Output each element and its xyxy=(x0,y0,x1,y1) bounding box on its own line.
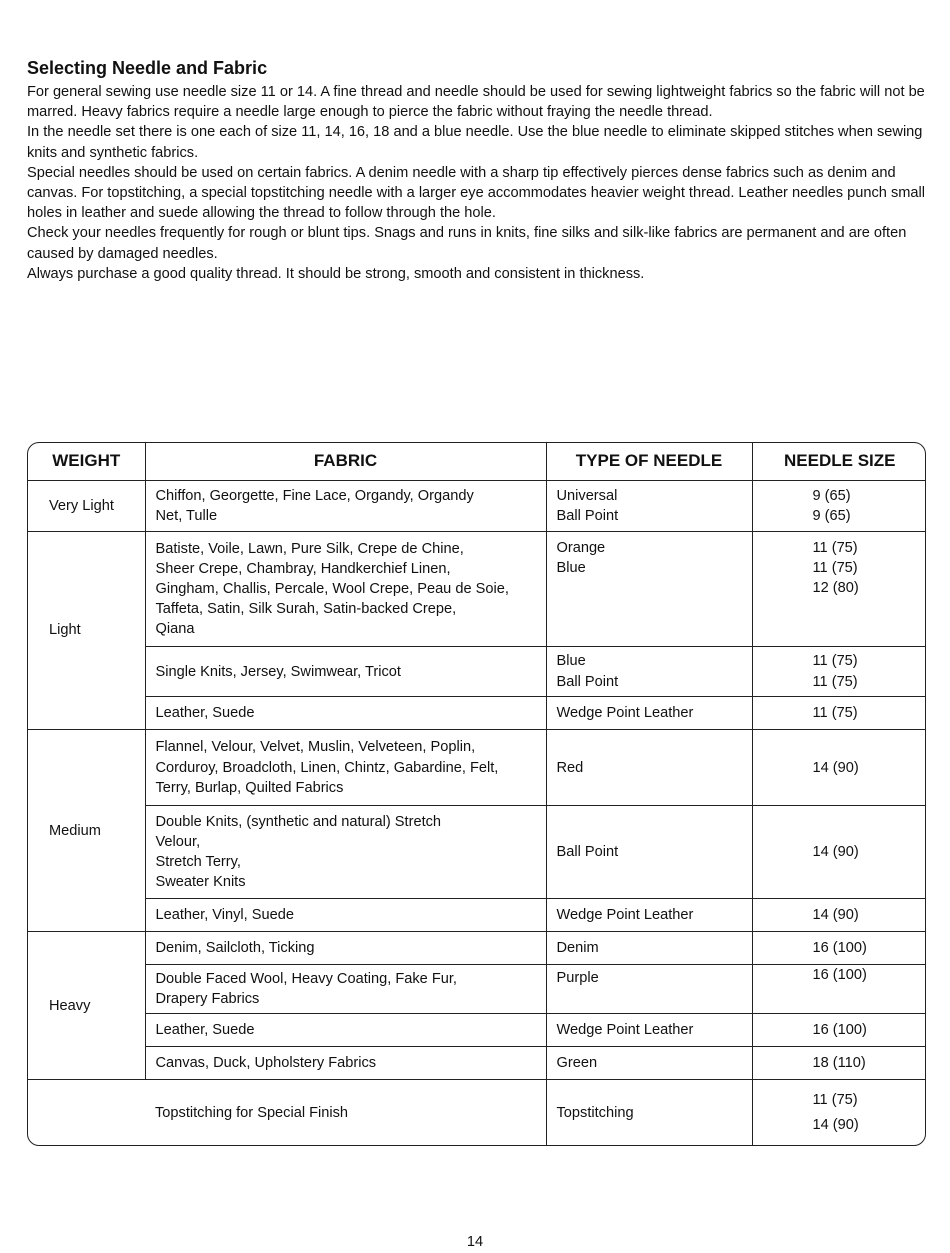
fabric-cell xyxy=(145,932,546,965)
needle-type: Ball Point xyxy=(556,673,619,690)
needle-size-cell xyxy=(752,481,926,532)
needle-size-cell xyxy=(752,532,926,647)
fabric-cell xyxy=(145,899,546,932)
needle-type-cell xyxy=(546,730,752,806)
fabric-line: Sweater Knits xyxy=(155,874,246,891)
needle-type-cell xyxy=(546,532,752,647)
fabric-line: Leather, Suede xyxy=(155,705,255,722)
table-row xyxy=(28,932,926,965)
table-row xyxy=(28,481,926,532)
fabric-cell xyxy=(145,965,546,1014)
needle-size: 11 (75) xyxy=(812,540,858,557)
needle-size: 18 (110) xyxy=(812,1055,866,1072)
needle-size: 14 (90) xyxy=(812,907,859,924)
needle-type-cell xyxy=(546,1047,752,1080)
section-heading: Selecting Needle and Fabric xyxy=(27,58,268,78)
fabric-line: Canvas, Duck, Upholstery Fabrics xyxy=(155,1055,377,1072)
needle-size-cell xyxy=(752,965,926,1014)
paragraph: Special needles should be used on certain fabrics. A denim needle with a sharp tip effectively pierces dense fabrics such as denim and canvas. For topstitching, a special topstitching needle with a larger eye accommodates heavier weight thread. Leather needles punch small holes in leather and suede allowing the thread to follow through the hole. xyxy=(27,164,926,222)
weight-cell: Light xyxy=(28,532,145,730)
fabric-cell xyxy=(145,806,546,899)
paragraph: In the needle set there is one each of size 11, 14, 16, 18 and a blue needle. Use the blue needle to eliminate skipped stitches when sewing knits and synthetic fabrics. xyxy=(27,124,923,161)
fabric-line: Qiana xyxy=(155,621,195,638)
table-row xyxy=(28,965,926,1014)
header-row xyxy=(28,443,926,481)
needle-type: Universal xyxy=(556,487,618,504)
fabric-line: Double Knits, (synthetic and natural) Stretch xyxy=(155,813,442,830)
fabric-line: Single Knits, Jersey, Swimwear, Tricot xyxy=(155,663,401,680)
needle-size-cell xyxy=(752,1080,926,1145)
weight-cell: Heavy xyxy=(28,932,145,1080)
needle-type-cell xyxy=(546,647,752,697)
needle-type: Wedge Point Leather xyxy=(556,705,694,722)
needle-size: 16 (100) xyxy=(812,967,867,984)
fabric-line: Stretch Terry, xyxy=(155,854,241,871)
needle-type-cell xyxy=(546,1080,752,1145)
fabric-line: Drapery Fabrics xyxy=(155,991,260,1008)
weight-cell: Very Light xyxy=(28,481,145,532)
fabric-cell xyxy=(145,647,546,697)
needle-size: 9 (65) xyxy=(812,508,851,525)
needle-size: 16 (100) xyxy=(812,940,867,957)
needle-type: Orange xyxy=(556,540,606,557)
needle-type: Wedge Point Leather xyxy=(556,1022,694,1039)
needle-size-cell xyxy=(752,1014,926,1047)
fabric-cell xyxy=(145,697,546,730)
needle-type: Red xyxy=(556,759,584,776)
needle-size-cell xyxy=(752,647,926,697)
fabric-cell xyxy=(145,481,546,532)
needle-size-cell xyxy=(752,730,926,806)
fabric-line: Denim, Sailcloth, Ticking xyxy=(155,940,315,957)
fabric-cell xyxy=(145,730,546,806)
weight-cell xyxy=(28,1080,145,1145)
needle-size-cell xyxy=(752,899,926,932)
fabric-cell xyxy=(145,1047,546,1080)
fabric-line: Double Faced Wool, Heavy Coating, Fake Fur, xyxy=(155,971,457,988)
needle-type: Blue xyxy=(556,560,586,577)
table-row xyxy=(28,1014,926,1047)
table-row xyxy=(28,532,926,647)
needle-type: Topstitching xyxy=(556,1104,634,1121)
needle-size-cell xyxy=(752,806,926,899)
needle-type-cell xyxy=(546,965,752,1014)
fabric-line: Terry, Burlap, Quilted Fabrics xyxy=(155,779,344,796)
table-row xyxy=(28,647,926,697)
needle-size: 14 (90) xyxy=(812,1116,859,1133)
needle-type: Ball Point xyxy=(556,508,619,525)
size-header: NEEDLE SIZE xyxy=(752,443,926,481)
table-row xyxy=(28,697,926,730)
needle-size: 14 (90) xyxy=(812,759,859,776)
fabric-line: Taffeta, Satin, Silk Surah, Satin-backed Crepe, xyxy=(155,601,457,618)
needle-type-cell xyxy=(546,932,752,965)
fabric-line: Leather, Suede xyxy=(155,1022,255,1039)
fabric-line: Corduroy, Broadcloth, Linen, Chintz, Gabardine, Felt, xyxy=(155,759,499,776)
needle-size: 11 (75) xyxy=(812,653,858,670)
needle-type: Wedge Point Leather xyxy=(556,907,694,924)
needle-size: 11 (75) xyxy=(812,1092,858,1109)
needle-size: 9 (65) xyxy=(812,487,851,504)
table-row xyxy=(28,806,926,899)
fabric-cell xyxy=(145,1014,546,1047)
fabric-cell xyxy=(145,532,546,647)
needle-fabric-table xyxy=(27,442,926,1146)
needle-type: Purple xyxy=(556,970,599,987)
weight-cell: Medium xyxy=(28,730,145,932)
fabric-line: Chiffon, Georgette, Fine Lace, Organdy, Organdy xyxy=(155,487,474,504)
fabric-line: Topstitching for Special Finish xyxy=(155,1104,349,1121)
intro-text xyxy=(27,82,927,284)
needle-size-cell xyxy=(752,932,926,965)
needle-size: 14 (90) xyxy=(812,844,859,861)
fabric-line: Leather, Vinyl, Suede xyxy=(155,907,294,924)
needle-size: 11 (75) xyxy=(812,560,858,577)
paragraph: Always purchase a good quality thread. It should be strong, smooth and consistent in thickness. xyxy=(27,265,645,282)
weight-header: WEIGHT xyxy=(28,443,145,481)
needle-type-cell xyxy=(546,899,752,932)
needle-type-cell xyxy=(546,697,752,730)
fabric-line: Sheer Crepe, Chambray, Handkerchief Linen, xyxy=(155,560,451,577)
fabric-header: FABRIC xyxy=(145,443,546,481)
needle-type: Ball Point xyxy=(556,844,619,861)
needle-type-cell xyxy=(546,1014,752,1047)
page-number: 14 xyxy=(466,1234,484,1250)
fabric-line: Batiste, Voile, Lawn, Pure Silk, Crepe de Chine, xyxy=(155,540,464,557)
table-row xyxy=(28,1047,926,1080)
needle-type-cell xyxy=(546,806,752,899)
table-row xyxy=(28,899,926,932)
fabric-cell xyxy=(145,1080,546,1145)
fabric-line: Velour, xyxy=(155,834,201,851)
needle-type-cell xyxy=(546,481,752,532)
table-row xyxy=(28,1080,926,1145)
needle-type: Blue xyxy=(556,653,586,670)
fabric-line: Gingham, Challis, Percale, Wool Crepe, Peau de Soie, xyxy=(155,580,509,597)
needle-size: 11 (75) xyxy=(812,705,858,722)
needle-size-cell xyxy=(752,1047,926,1080)
table-row xyxy=(28,730,926,806)
table xyxy=(28,443,926,1145)
fabric-line: Net, Tulle xyxy=(155,508,218,525)
paragraph: For general sewing use needle size 11 or 14. A fine thread and needle should be used for sewing lightweight fabrics so the fabric will not be marred. Heavy fabrics require a needle large enough to pierce the fabric without fraying the needle thread. xyxy=(27,84,925,121)
needle-type: Green xyxy=(556,1055,598,1072)
needle-size-cell xyxy=(752,697,926,730)
needle-size: 11 (75) xyxy=(812,673,858,690)
paragraph: Check your needles frequently for rough or blunt tips. Snags and runs in knits, fine silks and silk-like fabrics are permanent and are often caused by damaged needles. xyxy=(27,225,907,262)
needle-size: 12 (80) xyxy=(812,580,859,597)
fabric-line: Flannel, Velour, Velvet, Muslin, Velveteen, Poplin, xyxy=(155,739,476,756)
needle-type: Denim xyxy=(556,940,599,957)
type-header: TYPE OF NEEDLE xyxy=(546,443,752,481)
needle-size: 16 (100) xyxy=(812,1022,867,1039)
